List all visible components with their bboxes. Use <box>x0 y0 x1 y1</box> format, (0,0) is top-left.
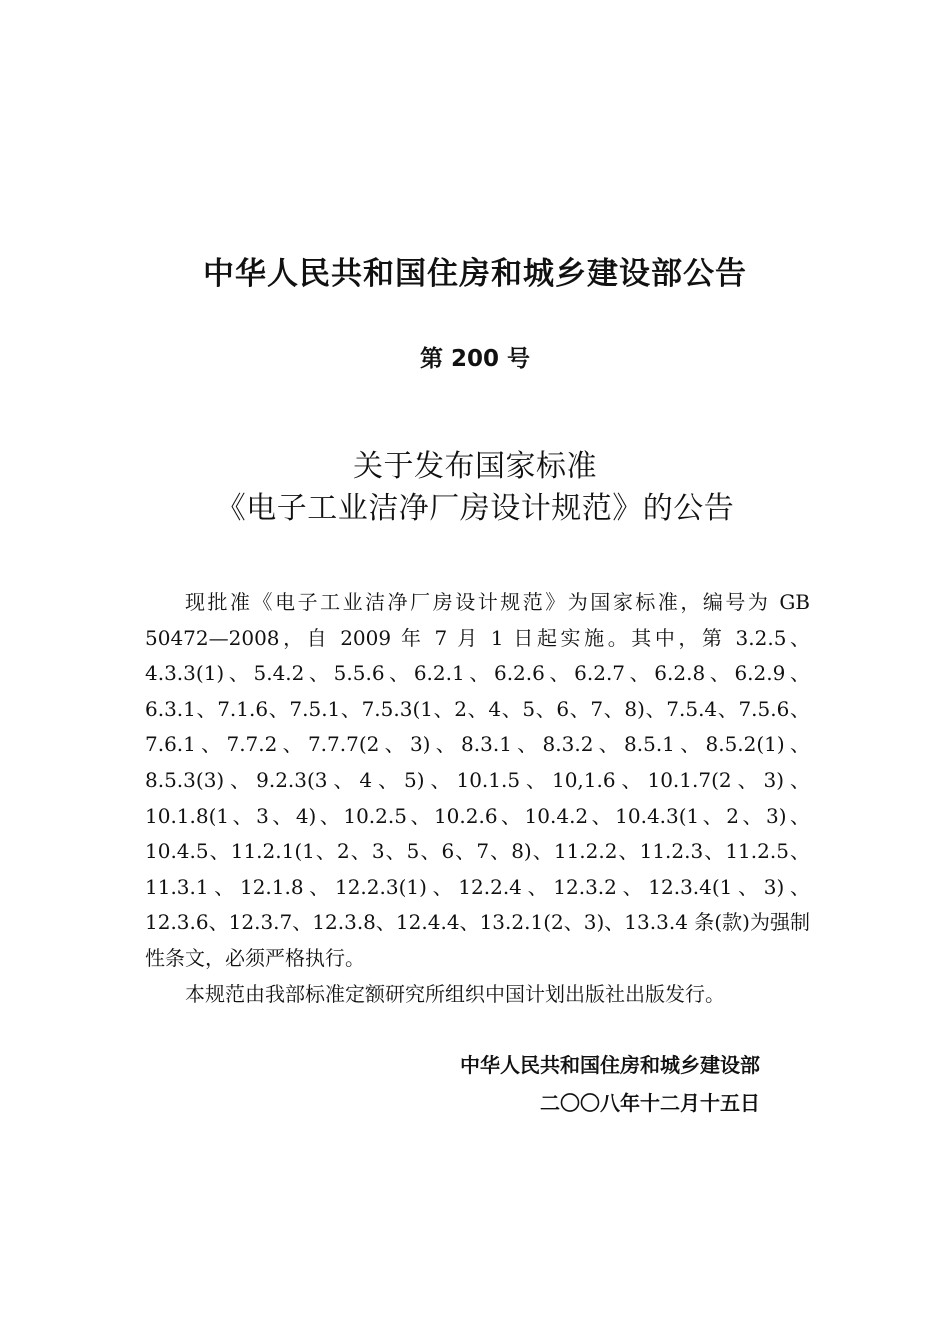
announcement-body <box>145 585 810 1012</box>
announcement-number: 第 200 号 <box>419 346 531 372</box>
subtitle-line-2: 《电子工业洁净厂房设计规范》的公告 <box>215 491 735 526</box>
subtitle-line-1: 关于发布国家标准 <box>353 449 597 484</box>
issue-date: 二〇〇八年十二月十五日 <box>540 1091 760 1115</box>
issuer-name: 中华人民共和国住房和城乡建设部 <box>460 1053 760 1077</box>
body-paragraph-1: 现批准《电子工业洁净厂房设计规范》为国家标准，编号为 GB 50472—2008，自 2009 年 7 月 1 日起实施。其中，第 3.2.5、4.3.3(1)、5.4.2、5.5.6、6.2.1、6.2.6、6.2.7、6.2.8、6.2.9、6.3.1、7.1.6、7.5.1、7.5.3(1、2、4、5、6、7、8)、7.5.4、7.5.6、7.6.1、7.7.2、7.7.7(2、3)、8.3.1、8.3.2、8.5.1、8.5.2(1)、8.5.3(3)、9.2.3(3、4、5)、10.1.5、10,1.6、10.1.7(2、3)、10.1.8(1、3、4)、10.2.5、10.2.6、10.4.2、10.4.3(1、2、3)、10.4.5、11.2.1(1、2、3、5、6、7、8)、11.2.2、11.2.3、11.2.5、11.3.1、12.1.8、12.2.3(1)、12.2.4、12.3.2、12.3.4(1、3)、12.3.6、12.3.7、12.3.8、12.4.4、13.2.1(2、3)、13.3.4 条(款)为强制性条文，必须严格执行。 <box>145 590 810 970</box>
signature-block <box>460 1046 760 1122</box>
main-title: 中华人民共和国住房和城乡建设部公告 <box>203 256 747 292</box>
body-paragraph-2: 本规范由我部标准定额研究所组织中国计划出版社出版发行。 <box>185 981 725 1006</box>
announcement-subtitle <box>0 446 950 530</box>
